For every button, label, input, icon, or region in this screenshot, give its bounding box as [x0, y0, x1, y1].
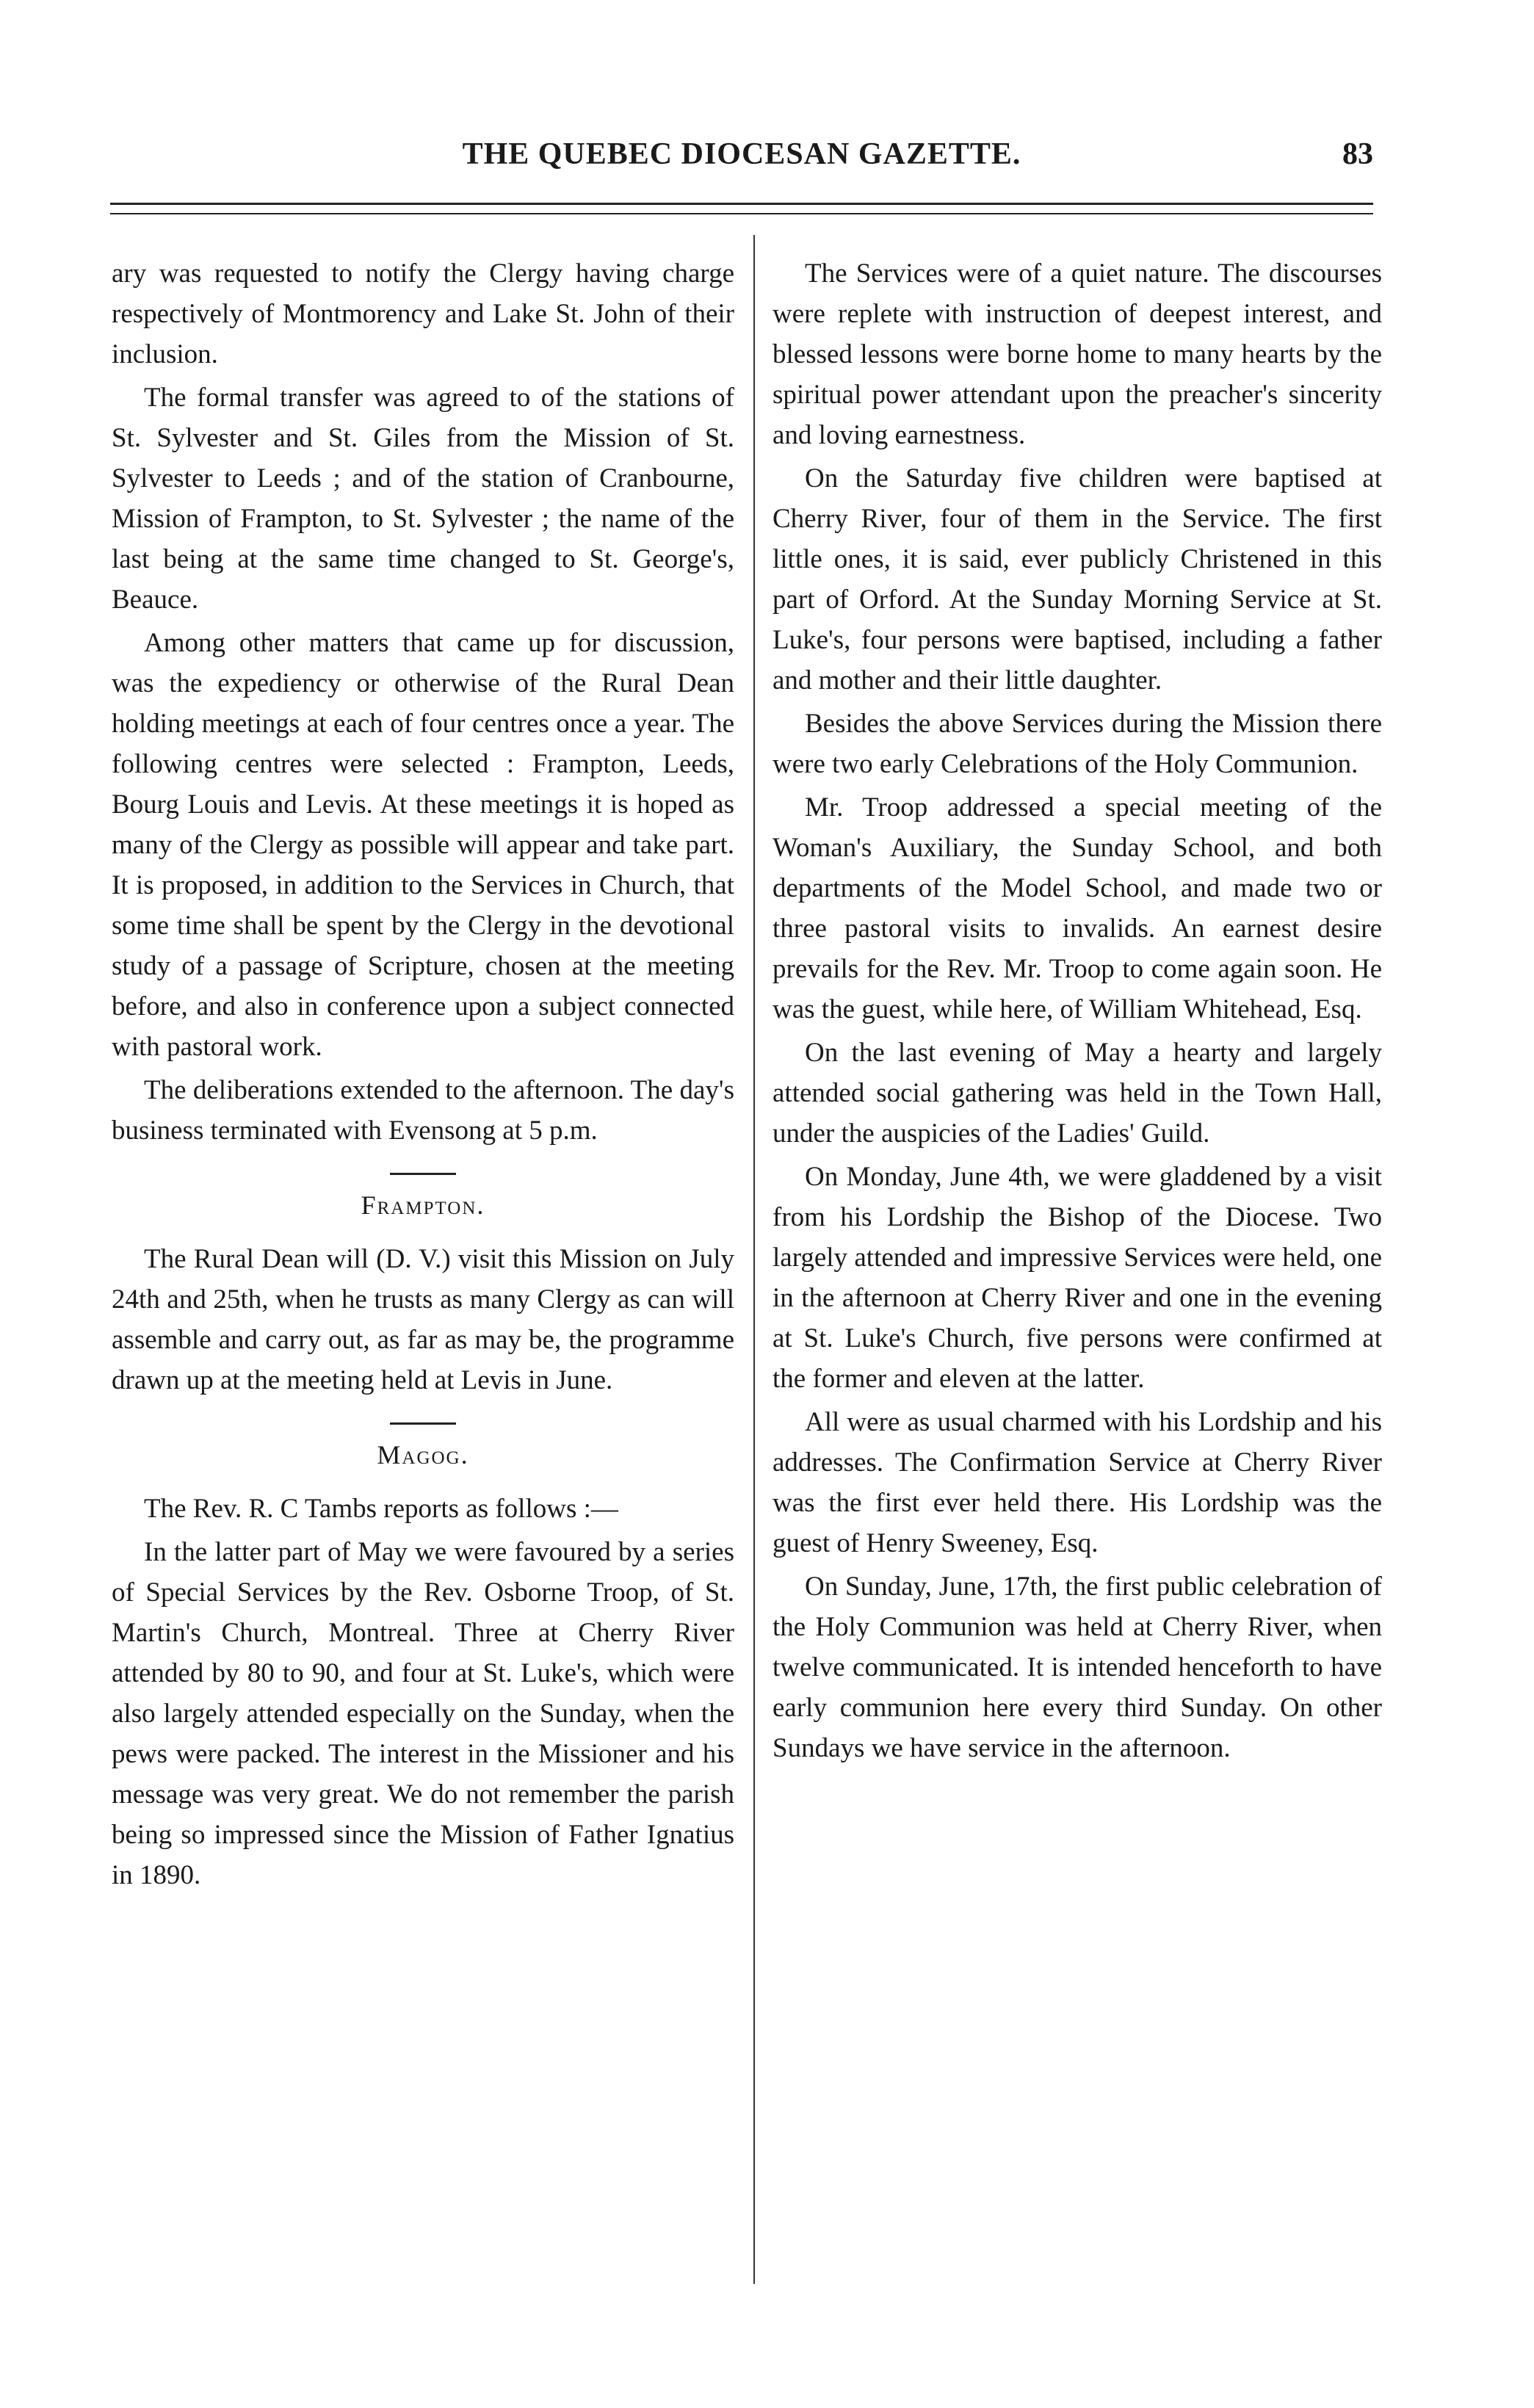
- publication-title: THE QUEBEC DIOCESAN GAZETTE.: [462, 137, 1021, 171]
- right-column: [773, 253, 1382, 1771]
- paragraph: On the Saturday five children were baptised at Cherry River, four of them in the Service. The first little ones, it is said, ever publicly Christened in this part of Orford. At the Sunday Morning Service at St. Luke's, four persons were baptised, including a father and mother and their little daughter.: [773, 463, 1382, 695]
- paragraph: The formal transfer was agreed to of the stations of St. Sylvester and St. Giles from the Mission of St. Sylvester to Leeds ; and of the station of Cranbourne, Mission of Frampton, to St. Sylvester ; the name of the last being at the same time changed to St. George's, Beauce.: [112, 383, 734, 615]
- section-heading-magog: Magog.: [377, 1440, 469, 1469]
- paragraph: In the latter part of May we were favoured by a series of Special Services by the Rev. Osborne Troop, of St. Martin's Church, Montreal. Three at Cherry River attended by 80 to 90, and four at St. Luke's, which were also largely attended especially on the Sunday, when the pews were packed. The interest in the Missioner and his message was very great. We do not remember the parish being so impressed since the Mission of Father Ignatius in 1890.: [112, 1537, 734, 1890]
- paragraph: On Sunday, June, 17th, the first public celebration of the Holy Communion was held at Cherry River, when twelve communicated. It is intended henceforth to have early communion here every third Sunday. On other Sundays we have service in the afternoon.: [773, 1572, 1382, 1763]
- section-heading-frampton: Frampton.: [361, 1190, 485, 1220]
- paragraph: Mr. Troop addressed a special meeting of the Woman's Auxiliary, the Sunday School, and both departments of the Model School, and made two or three pastoral visits to invalids. An earnest desire prevails for the Rev. Mr. Troop to come again soon. He was the guest, while here, of William Whitehead, Esq.: [773, 792, 1382, 1024]
- paragraph: Besides the above Services during the Mission there were two early Celebrations of the Holy Communion.: [773, 709, 1382, 779]
- paragraph: Among other matters that came up for discussion, was the expediency or otherwise of the Rural Dean holding meetings at each of four centres once a year. The following centres were selected : Frampton, Leeds, Bourg Louis and Levis. At these meetings it is hoped as many of the Clergy as possible will appear and take part. It is proposed, in addition to the Services in Church, that some time shall be spent by the Clergy in the devotional study of a passage of Scripture, chosen at the meeting before, and also in conference upon a subject connected with pastoral work.: [112, 628, 734, 1062]
- paragraph: ary was requested to notify the Clergy having charge respectively of Montmorency and Lake St. John of their inclusion.: [112, 258, 734, 369]
- left-column: [112, 253, 734, 1898]
- header-rule-lower: [110, 213, 1373, 214]
- column-divider: [753, 235, 755, 2284]
- paragraph: The Rural Dean will (D. V.) visit this Mission on July 24th and 25th, when he trusts as many Clergy as can will assemble and carry out, as far as may be, the programme drawn up at the meeting held at Levis in June.: [112, 1244, 734, 1395]
- paragraph: The deliberations extended to the afternoon. The day's business terminated with Evensong at 5 p.m.: [112, 1075, 734, 1146]
- section-divider: [390, 1422, 456, 1425]
- page-number: 83: [1342, 137, 1373, 171]
- paragraph: On Monday, June 4th, we were gladdened by a visit from his Lordship the Bishop of the Diocese. Two largely attended and impressive Services were held, one in the afternoon at Cherry River and one in the evening at St. Luke's Church, five persons were confirmed at the former and eleven at the latter.: [773, 1162, 1382, 1394]
- header-rule: [110, 203, 1373, 205]
- section-divider: [390, 1173, 456, 1175]
- page-header: [110, 137, 1373, 181]
- paragraph: On the last evening of May a hearty and largely attended social gathering was held in the Town Hall, under the auspicies of the Ladies' Guild.: [773, 1038, 1382, 1149]
- paragraph: The Services were of a quiet nature. The discourses were replete with instruction of deepest interest, and blessed lessons were borne home to many hearts by the spiritual power attendant upon the preacher's sincerity and loving earnestness.: [773, 258, 1382, 450]
- paragraph: All were as usual charmed with his Lordship and his addresses. The Confirmation Service at Cherry River was the first ever held there. His Lordship was the guest of Henry Sweeney, Esq.: [773, 1407, 1382, 1558]
- paragraph: The Rev. R. C Tambs reports as follows :—: [144, 1494, 618, 1524]
